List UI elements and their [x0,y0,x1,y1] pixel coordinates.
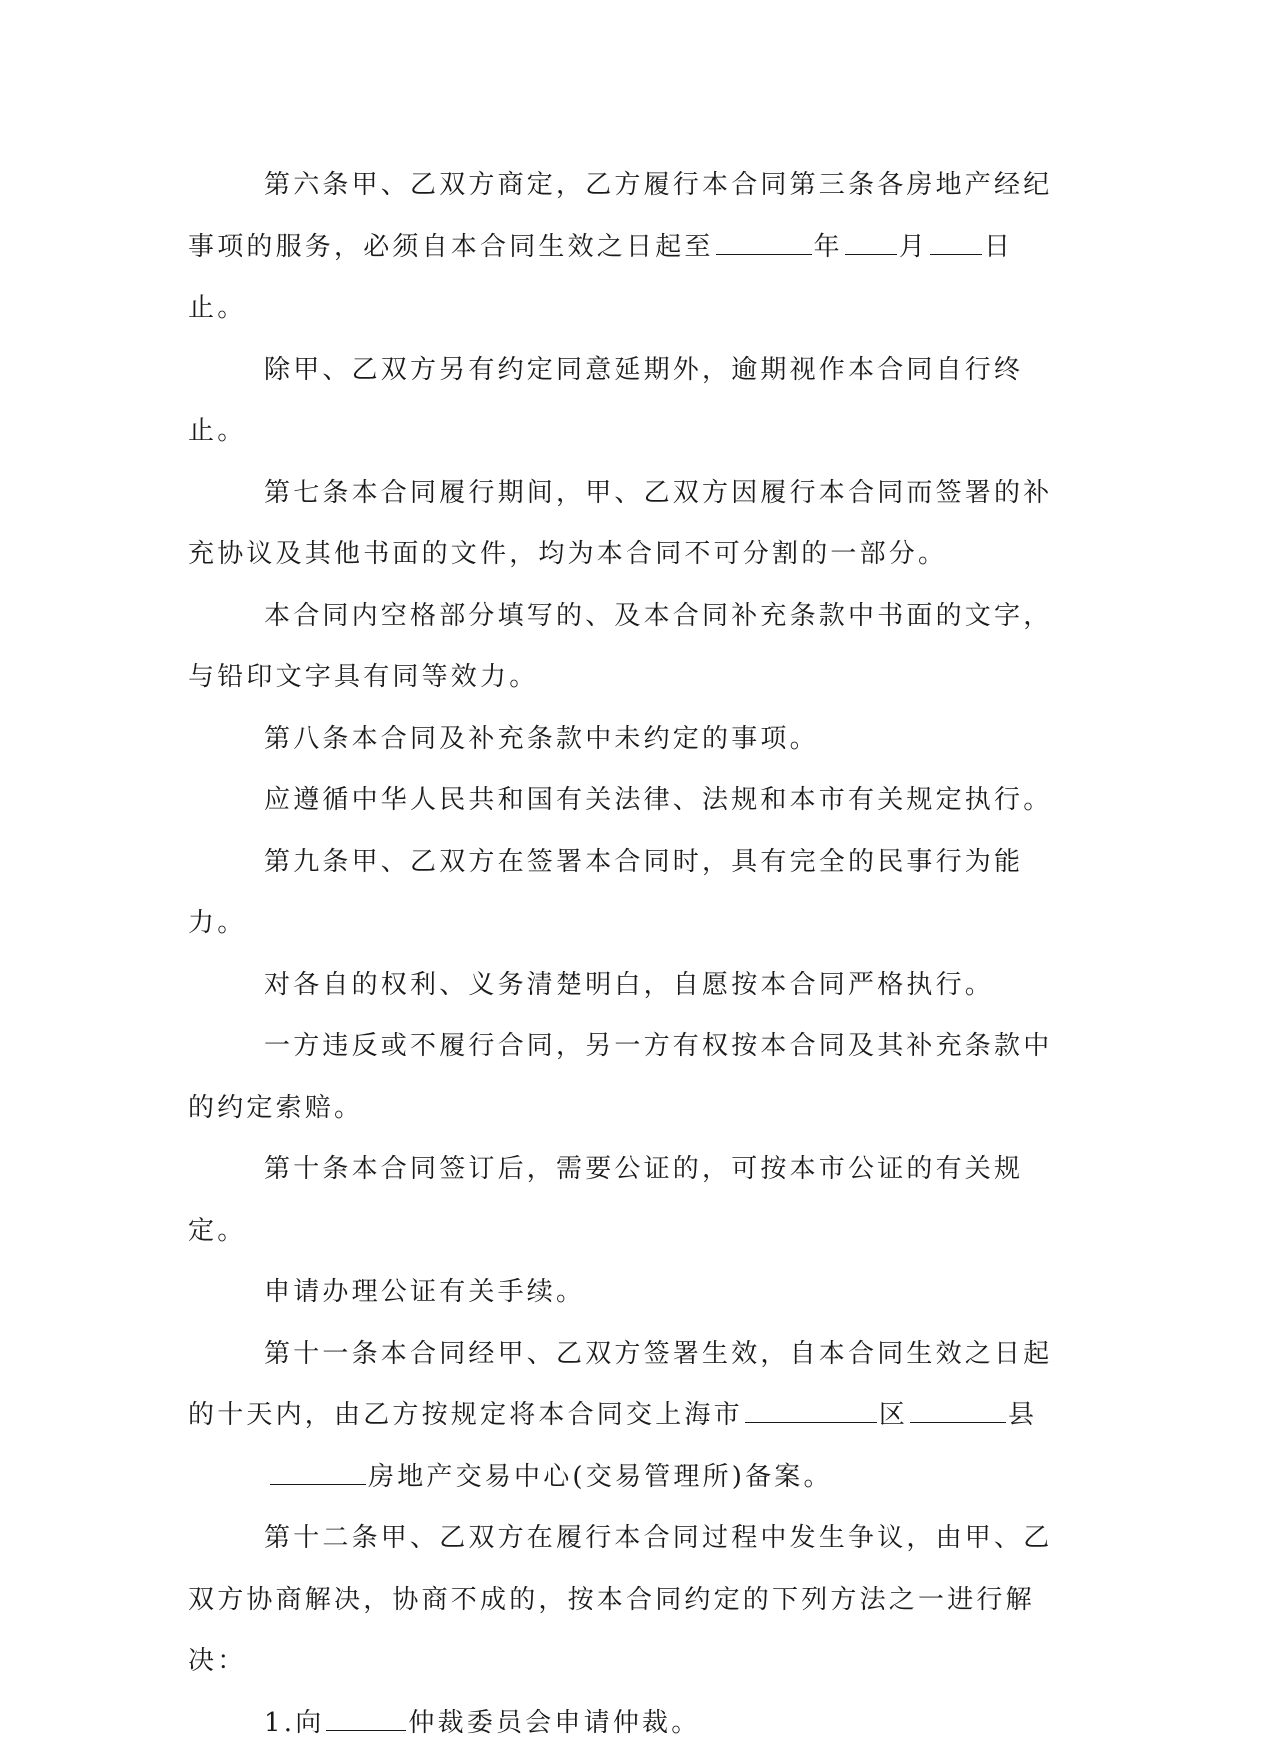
paragraph-article-7: 第七条本合同履行期间，甲、乙双方因履行本合同而签署的补充协议及其他书面的文件，均为本合同不可分割的一部分。 [188,463,1068,586]
county-blank [910,1396,1006,1423]
month-label: 月 [899,232,928,262]
paragraph-article-10: 第十条本合同签订后，需要公证的，可按本市公证的有关规定。 [188,1139,1068,1262]
paragraph-laws: 应遵循中华人民共和国有关法律、法规和本市有关规定执行。 [188,770,1068,832]
paragraph-rights: 对各自的权利、义务清楚明白，自愿按本合同严格执行。 [188,955,1068,1017]
paragraph-breach: 一方违反或不履行合同，另一方有权按本合同及其补充条款中的约定索赔。 [188,1016,1068,1139]
paragraph-article-11 [188,1324,1068,1509]
day-label: 日止。 [188,232,1013,324]
year-blank [716,228,812,255]
paragraph-article-6 [188,155,1068,340]
month-blank [845,228,897,255]
paragraph-article-9: 第九条甲、乙双方在签署本合同时，具有完全的民事行为能力。 [188,832,1068,955]
paragraph-blanks-validity: 本合同内空格部分填写的、及本合同补充条款中书面的文字，与铅印文字具有同等效力。 [188,586,1068,709]
paragraph-arbitration [188,1693,1068,1754]
article-11-end: 房地产交易中心(交易管理所)备案。 [368,1462,833,1492]
center-blank [270,1458,366,1485]
paragraph-article-8: 第八条本合同及补充条款中未约定的事项。 [188,709,1068,771]
arbitration-prefix: 1.向 [264,1708,324,1738]
city-district-blank [745,1396,877,1423]
county-label: 县 [1008,1400,1037,1430]
paragraph-article-12: 第十二条甲、乙双方在履行本合同过程中发生争议，由甲、乙双方协商解决，协商不成的，按本合同约定的下列方法之一进行解决： [188,1508,1068,1693]
paragraph-notarization: 申请办理公证有关手续。 [188,1262,1068,1324]
paragraph-extension: 除甲、乙双方另有约定同意延期外，逾期视作本合同自行终止。 [188,340,1068,463]
district-label: 区 [879,1400,908,1430]
day-blank [930,228,982,255]
year-label: 年 [814,232,843,262]
article-11-text: 第十一条本合同经甲、乙双方签署生效，自本合同生效之日起的十天内，由乙方按规定将本合同交上海市 [188,1339,1052,1431]
document-body [188,155,1068,1754]
article-6-text: 第六条甲、乙双方商定，乙方履行本合同第三条各房地产经纪事项的服务，必须自本合同生效之日起至 [188,170,1052,262]
arbitration-blank [326,1704,406,1731]
arbitration-text: 仲裁委员会申请仲裁。 [408,1708,700,1738]
